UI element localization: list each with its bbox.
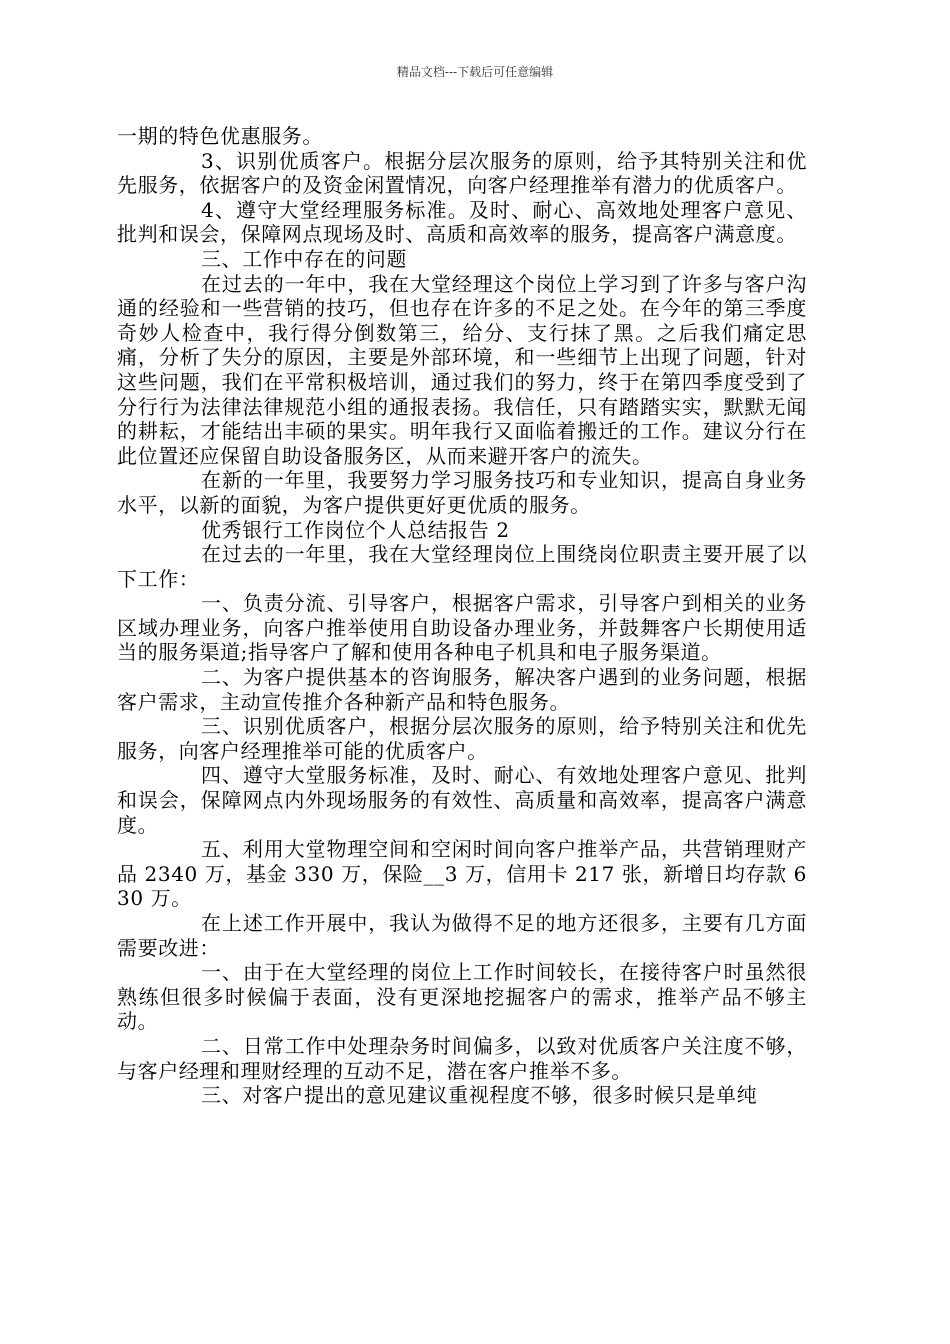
paragraph: 4、遵守大堂经理服务标准。及时、耐心、高效地处理客户意见、批判和误会，保障网点现场及时、高质和高效率的服务，提高客户满意度。	[117, 197, 807, 247]
section-heading: 三、工作中存在的问题	[201, 246, 407, 271]
paragraph: 在过去的一年中，我在大堂经理这个岗位上学习到了许多与客户沟通的经验和一些营销的技巧，但也存在许多的不足之处。在今年的第三季度奇妙人检查中，我行得分倒数第三，给分、支行抹了黑。之后我们痛定思痛，分析了失分的原因，主要是外部环境，和一些细节上出现了问题，针对这些问题，我们在平常积极培训，通过我们的努力，终于在第四季度受到了分行行为法律法律规范小组的通报表扬。我信任，只有踏踏实实，默默无闻的耕耘，才能结出丰硕的果实。明年我行又面临着搬迁的工作。建议分行在此位置还应保留自助设备服务区，从而来避开客户的流失。	[117, 271, 807, 468]
document-body	[117, 124, 807, 1108]
paragraph: 三、对客户提出的意见建议重视程度不够，很多时候只是单纯	[201, 1083, 758, 1108]
page-header: 精品文档---下载后可任意编辑	[396, 65, 554, 79]
paragraph: 在上述工作开展中，我认为做得不足的地方还很多，主要有几方面需要改进：	[117, 911, 807, 960]
paragraph: 三、识别优质客户，根据分层次服务的原则，给予特别关注和优先服务，向客户经理推举可能的优质客户。	[117, 714, 807, 763]
report-title: 优秀银行工作岗位个人总结报告 2	[201, 517, 510, 542]
paragraph: 在过去的一年里，我在大堂经理岗位上围绕岗位职责主要开展了以下工作：	[117, 542, 807, 591]
paragraph: 二、日常工作中处理杂务时间偏多，以致对优质客户关注度不够，与客户经理和理财经理的互动不足，潜在客户推举不多。	[117, 1033, 807, 1083]
paragraph: 五、利用大堂物理空间和空闲时间向客户推举产品，共营销理财产品 2340 万，基金 330 万，保险__3 万，信用卡 217 张，新增日均存款 630 万。	[117, 837, 807, 911]
paragraph: 3、识别优质客户。根据分层次服务的原则，给予其特别关注和优先服务，依据客户的及资金闲置情况，向客户经理推举有潜力的优质客户。	[117, 148, 807, 198]
paragraph: 一期的特色优惠服务。	[117, 124, 323, 148]
paragraph: 一、负责分流、引导客户，根据客户需求，引导客户到相关的业务区域办理业务，向客户推举使用自助设备办理业务，并鼓舞客户长期使用适当的服务渠道;指导客户了解和使用各种电子机具和电子服务渠道。	[117, 591, 807, 665]
paragraph: 二、为客户提供基本的咨询服务，解决客户遇到的业务问题，根据客户需求，主动宣传推介各种新产品和特色服务。	[117, 665, 807, 714]
paragraph: 在新的一年里，我要努力学习服务技巧和专业知识，提高自身业务水平，以新的面貌，为客户提供更好更优质的服务。	[117, 468, 807, 517]
paragraph: 四、遵守大堂服务标准，及时、耐心、有效地处理客户意见、批判和误会，保障网点内外现场服务的有效性、高质量和高效率，提高客户满意度。	[117, 763, 807, 837]
paragraph: 一、由于在大堂经理的岗位上工作时间较长，在接待客户时虽然很熟练但很多时候偏于表面，没有更深地挖掘客户的需求，推举产品不够主动。	[117, 960, 807, 1034]
